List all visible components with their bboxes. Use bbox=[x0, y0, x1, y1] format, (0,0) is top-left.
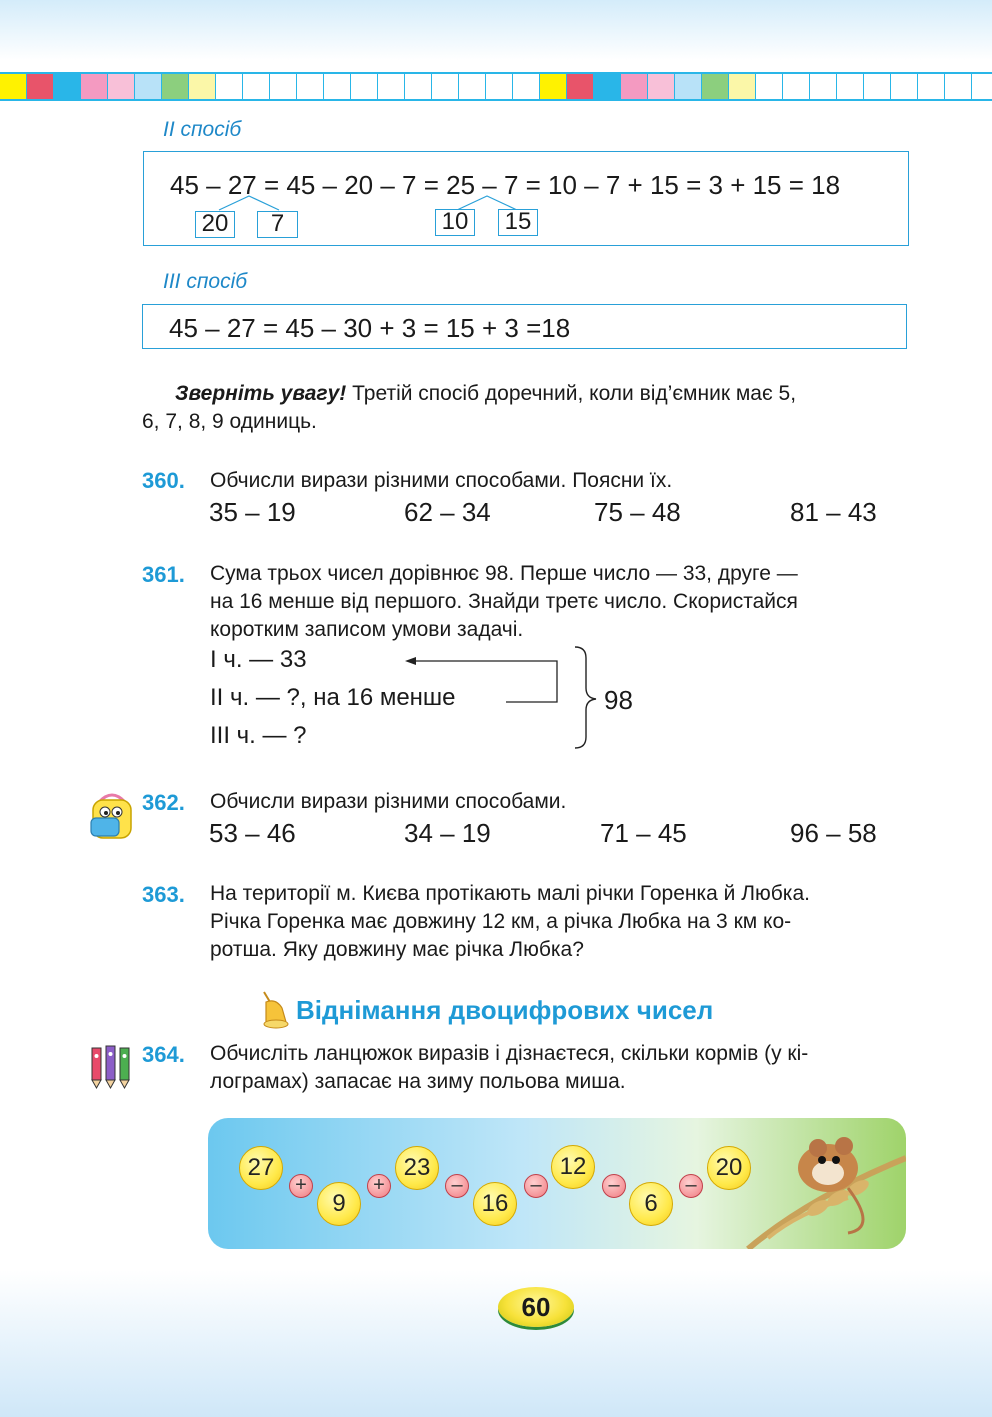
note-text1: Третій спосіб доречний, коли від’ємник має 5, bbox=[346, 382, 797, 405]
pencils-icon bbox=[86, 1040, 142, 1090]
task-364-number: 364. bbox=[142, 1042, 185, 1067]
strip-cell bbox=[513, 74, 540, 99]
task-361-line3: коротким записом умови задачі. bbox=[210, 618, 524, 641]
strip-cell bbox=[918, 74, 945, 99]
page-number: 60 bbox=[498, 1287, 574, 1327]
color-strip bbox=[0, 72, 992, 101]
chain-ball-4: 16 bbox=[473, 1182, 517, 1226]
split-box-7: 7 bbox=[257, 211, 298, 238]
chain-op-3: – bbox=[445, 1174, 469, 1198]
chain-banner bbox=[208, 1118, 906, 1249]
split-box-20: 20 bbox=[195, 211, 235, 238]
strip-cell bbox=[756, 74, 783, 99]
method2-box bbox=[143, 151, 909, 246]
strip-cell bbox=[837, 74, 864, 99]
strip-cell bbox=[0, 74, 27, 99]
strip-cell bbox=[621, 74, 648, 99]
section-title: Віднімання двоцифрових чисел bbox=[296, 995, 714, 1025]
task-362-expr-1: 53 – 46 bbox=[209, 818, 296, 848]
strip-cell bbox=[54, 74, 81, 99]
task-360-expr-2: 62 – 34 bbox=[404, 497, 491, 527]
chain-op-2: + bbox=[367, 1174, 391, 1198]
note-line1 bbox=[175, 380, 796, 408]
strip-cell bbox=[540, 74, 567, 99]
strip-cell bbox=[648, 74, 675, 99]
strip-cell bbox=[864, 74, 891, 99]
record-part2: ІІ ч. — ?, на 16 менше bbox=[210, 684, 456, 711]
strip-cell bbox=[270, 74, 297, 99]
note-bold: Зверніть увагу! bbox=[175, 382, 347, 405]
task-362-expr-3: 71 – 45 bbox=[600, 818, 687, 848]
strip-cell bbox=[324, 74, 351, 99]
task-360-expr-1: 35 – 19 bbox=[209, 497, 296, 527]
strip-cell bbox=[459, 74, 486, 99]
chain-op-6: – bbox=[679, 1174, 703, 1198]
method3-box bbox=[142, 304, 907, 349]
task-364-line2: лограмах) запасає на зиму польова миша. bbox=[210, 1070, 626, 1093]
task-362-text: Обчисли вирази різними способами. bbox=[210, 790, 567, 813]
strip-cell bbox=[783, 74, 810, 99]
strip-cell bbox=[810, 74, 837, 99]
task-361-number: 361. bbox=[142, 562, 185, 587]
bell-icon bbox=[256, 990, 292, 1032]
chain-op-1: + bbox=[289, 1174, 313, 1198]
strip-cell bbox=[702, 74, 729, 99]
split-box-15: 15 bbox=[498, 209, 538, 236]
record-total: 98 bbox=[604, 685, 633, 715]
strip-cell bbox=[162, 74, 189, 99]
strip-cell bbox=[189, 74, 216, 99]
chain-ball-2: 9 bbox=[317, 1182, 361, 1226]
strip-cell bbox=[81, 74, 108, 99]
task-362-number: 362. bbox=[142, 790, 185, 815]
strip-cell bbox=[972, 74, 992, 99]
task-363-line2: Річка Горенка має довжину 12 км, а річка Любка на 3 км ко- bbox=[210, 910, 792, 933]
strip-cell bbox=[405, 74, 432, 99]
chain-ball-1: 27 bbox=[239, 1146, 283, 1190]
chain-ball-3: 23 bbox=[395, 1146, 439, 1190]
strip-cell bbox=[378, 74, 405, 99]
task-361-line1: Сума трьох чисел дорівнює 98. Перше число — 33, друге — bbox=[210, 562, 798, 585]
chain-ball-7: 20 bbox=[707, 1146, 751, 1190]
strip-cell bbox=[594, 74, 621, 99]
strip-cell bbox=[486, 74, 513, 99]
method3-equation: 45 – 27 = 45 – 30 + 3 = 15 + 3 =18 bbox=[169, 313, 571, 343]
strip-cell bbox=[108, 74, 135, 99]
method2-equation: 45 – 27 = 45 – 20 – 7 = 25 – 7 = 10 – 7 + 15 = 3 + 15 = 18 bbox=[170, 170, 841, 200]
split-box-10: 10 bbox=[435, 209, 475, 236]
task-364-line1: Обчисліть ланцюжок виразів і дізнаєтеся, скільки кормів (у кі- bbox=[210, 1042, 809, 1065]
task-360-text: Обчисли вирази різними способами. Поясни їх. bbox=[210, 469, 673, 492]
chain-op-5: – bbox=[602, 1174, 626, 1198]
strip-cell bbox=[297, 74, 324, 99]
task-361-line2: на 16 менше від першого. Знайди третє число. Скористайся bbox=[210, 590, 798, 613]
task-362-expr-4: 96 – 58 bbox=[790, 818, 877, 848]
task-360-expr-3: 75 – 48 bbox=[594, 497, 681, 527]
strip-cell bbox=[216, 74, 243, 99]
task-360-expr-4: 81 – 43 bbox=[790, 497, 877, 527]
task-360-number: 360. bbox=[142, 468, 185, 493]
strip-cell bbox=[135, 74, 162, 99]
chain-ball-6: 6 bbox=[629, 1182, 673, 1226]
chain-ball-5: 12 bbox=[551, 1145, 595, 1189]
strip-cell bbox=[432, 74, 459, 99]
strip-cell bbox=[675, 74, 702, 99]
record-part3: ІІІ ч. — ? bbox=[210, 722, 307, 749]
strip-cell bbox=[351, 74, 378, 99]
method3-label: ІІІ спосіб bbox=[163, 270, 248, 293]
strip-cell bbox=[243, 74, 270, 99]
chain-op-4: – bbox=[524, 1174, 548, 1198]
method2-label: ІІ спосіб bbox=[163, 118, 242, 141]
task-363-number: 363. bbox=[142, 882, 185, 907]
task-362-expr-2: 34 – 19 bbox=[404, 818, 491, 848]
backpack-icon bbox=[85, 790, 140, 842]
mouse-image bbox=[728, 1118, 906, 1249]
strip-cell bbox=[27, 74, 54, 99]
strip-cell bbox=[567, 74, 594, 99]
task-363-line3: ротша. Яку довжину має річка Любка? bbox=[210, 938, 584, 961]
record-part1: І ч. — 33 bbox=[210, 646, 307, 673]
task-363-line1: На території м. Києва протікають малі річки Горенка й Любка. bbox=[210, 882, 810, 905]
strip-cell bbox=[945, 74, 972, 99]
note-line2: 6, 7, 8, 9 одиниць. bbox=[142, 410, 317, 433]
strip-cell bbox=[891, 74, 918, 99]
strip-cell bbox=[729, 74, 756, 99]
